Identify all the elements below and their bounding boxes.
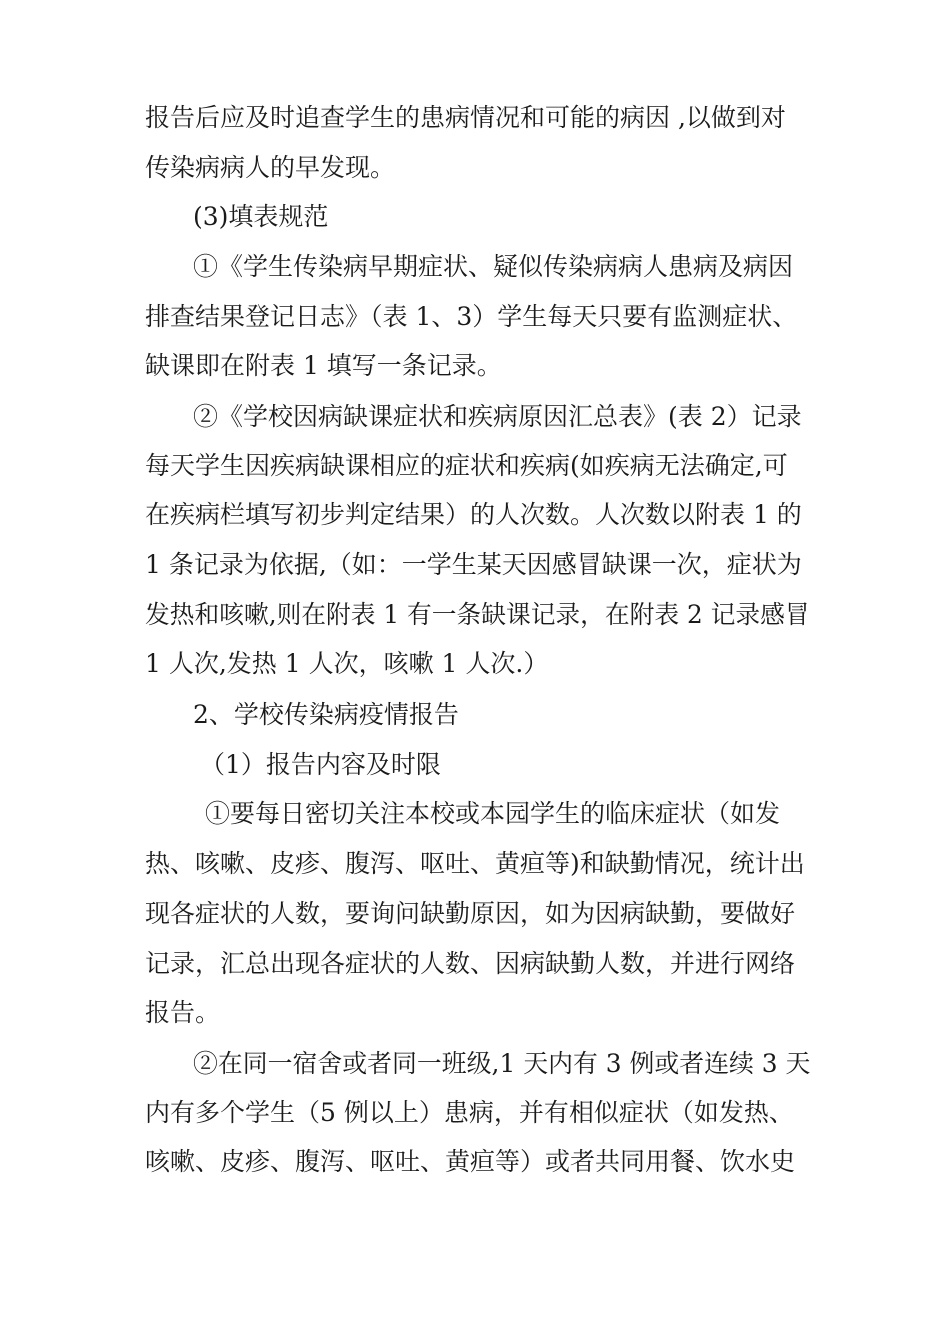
- text-line: 缺课即在附表 1 填写一条记录。: [145, 351, 502, 380]
- text-line: 报告后应及时追查学生的患病情况和可能的病因 ,以做到对: [145, 103, 786, 132]
- text-line: 每天学生因疾病缺课相应的症状和疾病(如疾病无法确定,可: [145, 451, 788, 480]
- subsection-heading: （1）报告内容及时限: [200, 750, 441, 779]
- text-line: 内有多个学生（5 例以上）患病，并有相似症状（如发热、: [145, 1098, 794, 1127]
- text-line: 咳嗽、皮疹、腹泻、呕吐、黄疸等）或者共同用餐、饮水史: [145, 1147, 796, 1176]
- text-line: 1 条记录为依据,（如：一学生某天因感冒缺课一次，症状为: [145, 550, 802, 579]
- text-line: 排查结果登记日志》（表 1、3）学生每天只要有监测症状、: [145, 302, 798, 331]
- text-line: 现各症状的人数，要询问缺勤原因，如为因病缺勤，要做好: [145, 899, 796, 928]
- text-line: 传染病病人的早发现。: [145, 153, 396, 182]
- text-line: ①《学生传染病早期症状、疑似传染病病人患病及病因: [193, 252, 794, 281]
- text-line: 记录，汇总出现各症状的人数、因病缺勤人数，并进行网络: [145, 949, 796, 978]
- text-line: 发热和咳嗽,则在附表 1 有一条缺课记录，在附表 2 记录感冒: [145, 600, 810, 629]
- section-heading: 2、学校传染病疫情报告: [193, 700, 459, 729]
- text-line: 报告。: [145, 998, 221, 1027]
- text-line: ②在同一宿舍或者同一班级,1 天内有 3 例或者连续 3 天: [193, 1049, 811, 1078]
- text-line: 在疾病栏填写初步判定结果）的人次数。人次数以附表 1 的: [145, 500, 802, 529]
- text-line: 1 人次,发热 1 人次，咳嗽 1 人次.）: [145, 649, 549, 678]
- text-line: 热、咳嗽、皮疹、腹泻、呕吐、黄疸等)和缺勤情况，统计出: [145, 849, 805, 878]
- text-line: ②《学校因病缺课症状和疾病原因汇总表》(表 2）记录: [193, 402, 802, 431]
- text-line: ①要每日密切关注本校或本园学生的临床症状（如发: [205, 799, 781, 828]
- section-heading: (3)填表规范: [193, 202, 329, 231]
